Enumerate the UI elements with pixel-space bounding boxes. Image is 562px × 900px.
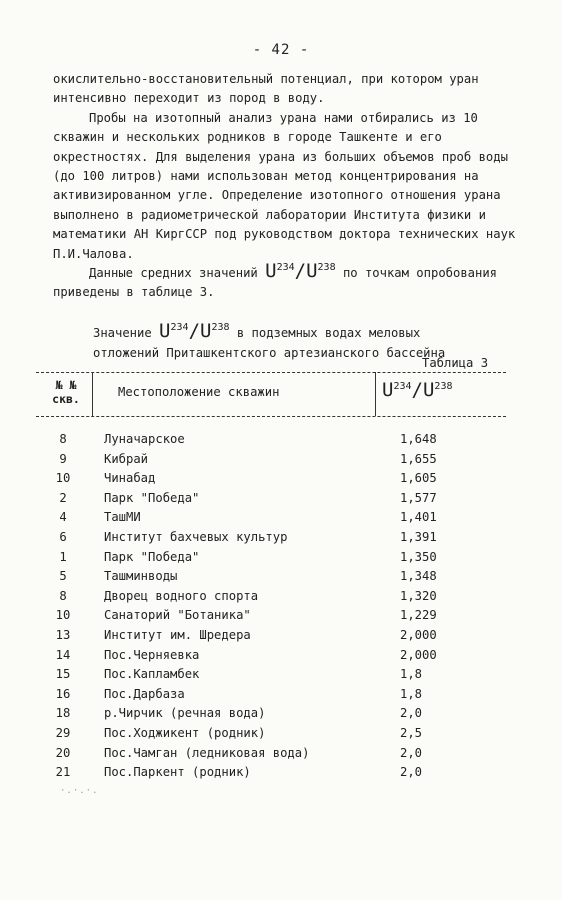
- table-row: [36, 430, 506, 450]
- well-location: Пос.Ходжикент (родник): [104, 725, 266, 740]
- ratio-value: 2,0: [400, 765, 423, 780]
- header-divider-2: [375, 372, 376, 416]
- well-location: Пос.Дарбаза: [104, 686, 185, 701]
- caption-line-1: Значение $U^{234}/U^{238}$ в подземных водах меловых: [93, 320, 421, 342]
- table-row: [36, 528, 506, 548]
- table-row: [36, 508, 506, 528]
- table-row: [36, 744, 506, 764]
- table-row: [36, 489, 506, 509]
- caption-ratio: $U^{234}/U^{238}$: [159, 320, 230, 342]
- paragraph-2: Пробы на изотопный анализ урана нами отбирались из 10 скважин и нескольких родников в городе Ташкенте и его окрестностях. Для выделения урана из больших объемов проб воды (до 100 литров) нами использован метод концентрирования на активизированном угле. Определение изотопного отношения урана выполнено в радиометрической лаборатории Института физики и математики АН КиргССР под руководством доктора технических наук П.И.Чалова.: [53, 110, 516, 261]
- ratio-value: 1,577: [400, 490, 437, 505]
- table-row: [36, 646, 506, 666]
- ratio-value: 1,391: [400, 529, 437, 544]
- well-location: Чинабад: [104, 471, 156, 486]
- well-location: Пос.Чамган (ледниковая вода): [104, 745, 310, 760]
- ratio-value: 1,348: [400, 569, 437, 584]
- ratio-value: 1,8: [400, 667, 423, 682]
- table-header-rule: [36, 416, 506, 417]
- well-number: 8: [59, 588, 67, 603]
- table-caption: [93, 320, 446, 363]
- table-row: [36, 626, 506, 646]
- well-location: Пос.Капламбек: [104, 667, 200, 682]
- paragraph-3-start: Данные средних значений: [89, 266, 258, 281]
- well-location: Пос.Паркент (родник): [104, 765, 251, 780]
- table-row: [36, 548, 506, 568]
- body-text: [53, 70, 533, 303]
- ratio-value: 2,000: [400, 647, 437, 662]
- ratio-value: 1,648: [400, 432, 437, 446]
- ratio-value: 1,655: [400, 451, 437, 466]
- table-label: Таблица 3: [422, 356, 489, 370]
- well-location: Институт бахчевых культур: [104, 529, 288, 544]
- table-row: [36, 587, 506, 607]
- isotope-ratio: $U^{234}/U^{238}$: [265, 260, 336, 283]
- paragraph-3: [53, 260, 533, 303]
- table-row: [36, 450, 506, 470]
- well-number: 1: [59, 549, 67, 564]
- ratio-value: 1,8: [400, 686, 423, 701]
- well-location: Ташминводы: [104, 569, 178, 584]
- table-row: [36, 567, 506, 587]
- well-number: 6: [59, 529, 67, 544]
- header-location: Местоположение скважин: [118, 385, 280, 399]
- header-ratio: $U^{234}/U^{238}$: [382, 379, 453, 401]
- ratio-value: 1,350: [400, 549, 437, 564]
- paragraph-1: окислительно-восстановительный потенциал, при котором уран интенсивно переходит из пород в воду.: [53, 72, 479, 106]
- well-number: 21: [55, 765, 71, 780]
- table-body: [36, 430, 506, 783]
- header-well-number: № № скв.: [52, 378, 80, 406]
- well-location: Парк "Победа": [104, 549, 200, 564]
- table-row: [36, 606, 506, 626]
- well-number: 5: [59, 569, 67, 584]
- well-number: 14: [55, 647, 71, 662]
- header-divider-1: [92, 372, 93, 416]
- well-number: 2: [59, 490, 67, 505]
- well-number: 4: [59, 510, 67, 525]
- ratio-value: 2,0: [400, 706, 423, 721]
- well-location: Парк "Победа": [104, 490, 200, 505]
- well-number: 16: [55, 686, 71, 701]
- ratio-value: 1,605: [400, 471, 437, 486]
- well-number: 10: [55, 471, 71, 486]
- ratio-value: 1,401: [400, 510, 437, 525]
- table-row: [36, 665, 506, 685]
- page-number: - 42 -: [252, 42, 310, 58]
- paragraph-3-end: по точкам опробования приведены в таблице 3.: [53, 266, 498, 300]
- ratio-value: 1,320: [400, 588, 437, 603]
- table-row: [36, 763, 506, 783]
- table-row: [36, 469, 506, 489]
- table-row: [36, 685, 506, 705]
- well-number: 15: [55, 667, 71, 682]
- well-location: Луначарское: [104, 432, 185, 446]
- ratio-value: 1,229: [400, 608, 437, 623]
- well-number: 18: [55, 706, 71, 721]
- well-location: р.Чирчик (речная вода): [104, 706, 266, 721]
- well-number: 8: [59, 432, 67, 446]
- scan-mark: ·.·.·.: [60, 786, 99, 796]
- table-row: [36, 704, 506, 724]
- ratio-value: 2,000: [400, 627, 437, 642]
- well-number: 29: [55, 725, 71, 740]
- well-location: Дворец водного спорта: [104, 588, 259, 603]
- table-top-rule: [36, 372, 506, 373]
- table-row: [36, 724, 506, 744]
- caption-line-2: отложений Приташкентского артезианского бассейна: [93, 346, 446, 360]
- well-location: ТашМИ: [104, 510, 141, 525]
- well-number: 20: [55, 745, 71, 760]
- well-number: 10: [55, 608, 71, 623]
- well-location: Кибрай: [104, 451, 149, 466]
- well-location: Санаторий "Ботаника": [104, 608, 251, 623]
- well-location: Институт им. Шредера: [104, 627, 251, 642]
- well-location: Пос.Черняевка: [104, 647, 200, 662]
- well-number: 13: [55, 627, 71, 642]
- ratio-value: 2,5: [400, 725, 423, 740]
- well-number: 9: [59, 451, 67, 466]
- ratio-value: 2,0: [400, 745, 423, 760]
